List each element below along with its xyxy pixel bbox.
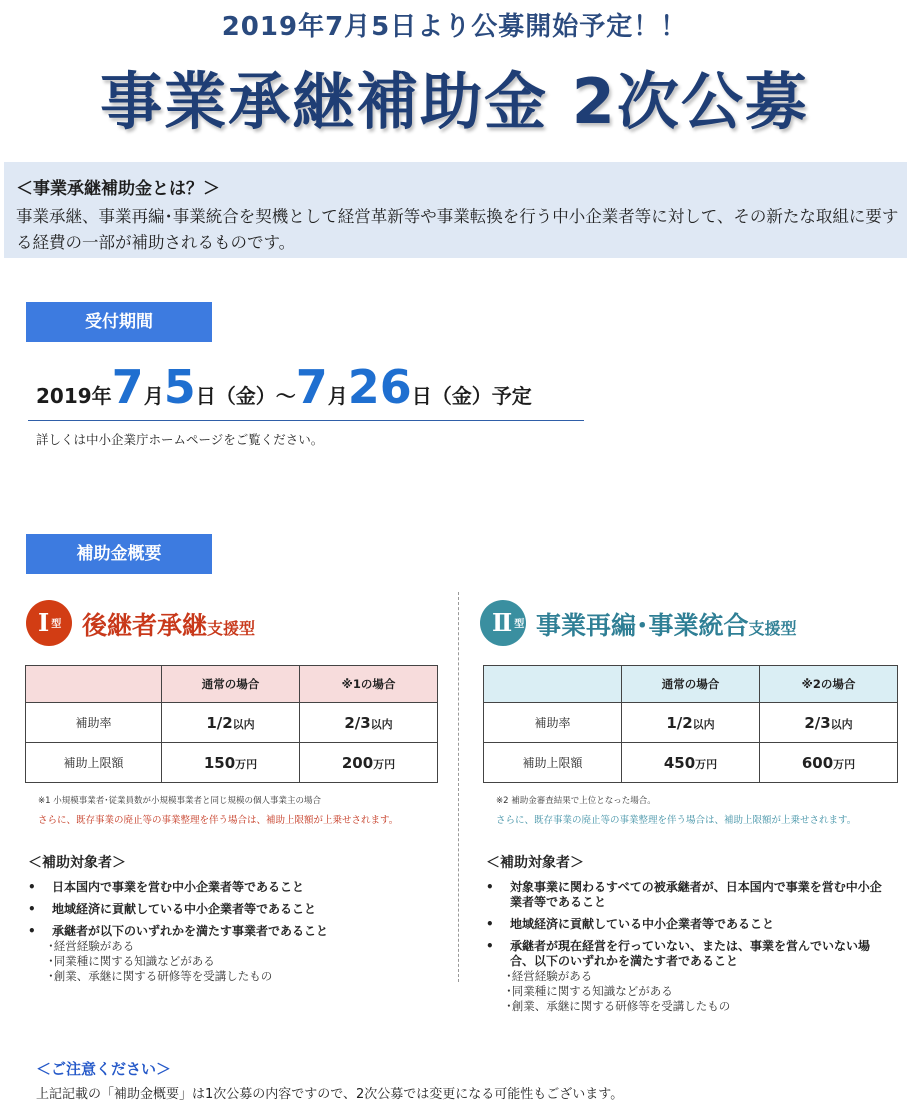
- cell-value: 150: [203, 753, 236, 772]
- list-item: • 承継者が以下のいずれかを満たす事業者であること: [28, 924, 428, 939]
- period-day-char-2: 日: [411, 384, 432, 408]
- announcement-line: 2019年7月5日より公募開始予定！！: [221, 12, 688, 42]
- table-cell: [622, 743, 760, 783]
- type1-targets-heading: ＜補助対象者＞: [28, 855, 126, 871]
- cell-unit: 万円: [695, 757, 718, 771]
- row-label: 補助率: [26, 703, 162, 743]
- period-note: 詳しくは中小企業庁ホームページをご覧ください。: [36, 432, 324, 447]
- cell-unit: 以内: [692, 717, 715, 731]
- period-day-char: 日: [195, 384, 216, 408]
- cell-unit: 以内: [232, 717, 255, 731]
- type1-targets-list: [28, 880, 428, 984]
- table-cell: [622, 703, 760, 743]
- cell-value: 2/3: [344, 713, 371, 732]
- period-end-day: 26: [347, 360, 412, 414]
- period-year: 2019年: [36, 384, 112, 408]
- type2-note: さらに、既存事業の廃止等の事業整理を伴う場合は、補助上限額が上乗せされます。: [496, 815, 857, 826]
- table-header-cell: ※1の場合: [300, 666, 438, 703]
- overview-label: 補助金概要: [26, 534, 212, 574]
- table-row: [484, 743, 898, 783]
- type1-badge: [26, 600, 72, 646]
- sub-list-item: ･同業種に関する知識などがある: [506, 984, 673, 998]
- type2-badge-suffix: 型: [514, 618, 525, 630]
- table-cell: [760, 743, 898, 783]
- type2-badge-numeral: Ⅱ: [492, 608, 513, 637]
- cell-value: 600: [801, 753, 834, 772]
- table-header-cell: [484, 666, 622, 703]
- period-weekday: （金）: [215, 384, 276, 408]
- intro-heading: ＜事業承継補助金とは？＞: [16, 179, 220, 199]
- cell-value: 1/2: [206, 713, 233, 732]
- period-underline: [28, 420, 584, 421]
- table-header-cell: 通常の場合: [162, 666, 300, 703]
- type2-title-sub: 支援型: [748, 619, 797, 638]
- row-label: 補助上限額: [484, 743, 622, 783]
- sub-list-item: ･創業、承継に関する研修等を受講したもの: [506, 999, 731, 1013]
- table-row: [484, 703, 898, 743]
- page-title: 事業承継補助金 2次公募: [100, 65, 809, 138]
- period-suffix: 予定: [491, 384, 532, 408]
- table-header-cell: [26, 666, 162, 703]
- list-item: • 対象事業に関わるすべての被承継者が、日本国内で事業を営む中小企業者等であること: [486, 880, 886, 910]
- sub-list-item: ･経営経験がある: [506, 969, 593, 983]
- type2-badge: [480, 600, 526, 646]
- type2-title-main: 事業再編･事業統合: [536, 611, 749, 640]
- type2-table: [483, 665, 898, 783]
- list-item: • 日本国内で事業を営む中小企業者等であること: [28, 880, 428, 895]
- table-row: [26, 743, 438, 783]
- type1-title: [82, 606, 255, 642]
- period-tilde: ～: [275, 384, 296, 408]
- table-cell: [300, 743, 438, 783]
- row-label: 補助上限額: [26, 743, 162, 783]
- list-item: • 承継者が現在経営を行っていない、または、事業を営んでいない場合、以下のいずれかを満たす者であること: [486, 939, 886, 969]
- column-divider: [458, 592, 459, 982]
- cell-value: 200: [341, 753, 374, 772]
- list-item: • 地域経済に貢献している中小企業者等であること: [28, 902, 428, 917]
- table-header-cell: 通常の場合: [622, 666, 760, 703]
- table-header-cell: ※2の場合: [760, 666, 898, 703]
- type1-badge-numeral: Ⅰ: [38, 608, 50, 637]
- reception-period: [36, 360, 532, 418]
- cell-unit: 万円: [235, 757, 258, 771]
- type1-note: さらに、既存事業の廃止等の事業整理を伴う場合は、補助上限額が上乗せされます。: [38, 815, 399, 826]
- period-start-month: 7: [111, 360, 144, 414]
- list-item: • 地域経済に貢献している中小企業者等であること: [486, 917, 886, 932]
- table-header-row: [26, 666, 438, 703]
- type1-title-sub: 支援型: [207, 619, 256, 638]
- cell-unit: 万円: [833, 757, 856, 771]
- type2-targets-list: [486, 880, 886, 1014]
- type2-targets-heading: ＜補助対象者＞: [486, 855, 584, 871]
- type1-badge-suffix: 型: [51, 618, 62, 630]
- caution-body: 上記記載の「補助金概要」は1次公募の内容ですので、2次公募では変更になる可能性もございます。: [36, 1087, 624, 1102]
- table-cell: [162, 703, 300, 743]
- reception-period-label: 受付期間: [26, 302, 212, 342]
- cell-unit: 万円: [373, 757, 396, 771]
- sub-list-item: ･創業、承継に関する研修等を受講したもの: [48, 969, 273, 983]
- cell-value: 2/3: [804, 713, 831, 732]
- caution-heading: ＜ご注意ください＞: [36, 1060, 172, 1078]
- period-end-month: 7: [295, 360, 328, 414]
- cell-unit: 以内: [370, 717, 393, 731]
- sub-list-item: ･経営経験がある: [48, 939, 135, 953]
- type1-footnote: ※1 小規模事業者･従業員数が小規模事業者と同じ規模の個人事業主の場合: [38, 796, 321, 806]
- table-cell: [162, 743, 300, 783]
- table-cell: [300, 703, 438, 743]
- cell-unit: 以内: [830, 717, 853, 731]
- period-weekday-end: （金）: [431, 384, 492, 408]
- row-label: 補助率: [484, 703, 622, 743]
- period-month-char-2: 月: [327, 384, 348, 408]
- period-start-day: 5: [163, 360, 196, 414]
- type1-title-main: 後継者承継: [82, 611, 208, 640]
- type2-title: [536, 606, 797, 642]
- table-row: [26, 703, 438, 743]
- table-cell: [760, 703, 898, 743]
- table-header-row: [484, 666, 898, 703]
- cell-value: 1/2: [666, 713, 693, 732]
- sub-list-item: ･同業種に関する知識などがある: [48, 954, 215, 968]
- type2-footnote: ※2 補助金審査結果で上位となった場合。: [496, 796, 656, 806]
- cell-value: 450: [663, 753, 696, 772]
- intro-box: [4, 162, 907, 258]
- type1-table: [25, 665, 438, 783]
- period-month-char: 月: [143, 384, 164, 408]
- intro-body: 事業承継、事業再編･事業統合を契機として経営革新等や事業転換を行う中小企業者等に対して、その新たな取組に要する経費の一部が補助されるものです。: [16, 207, 899, 252]
